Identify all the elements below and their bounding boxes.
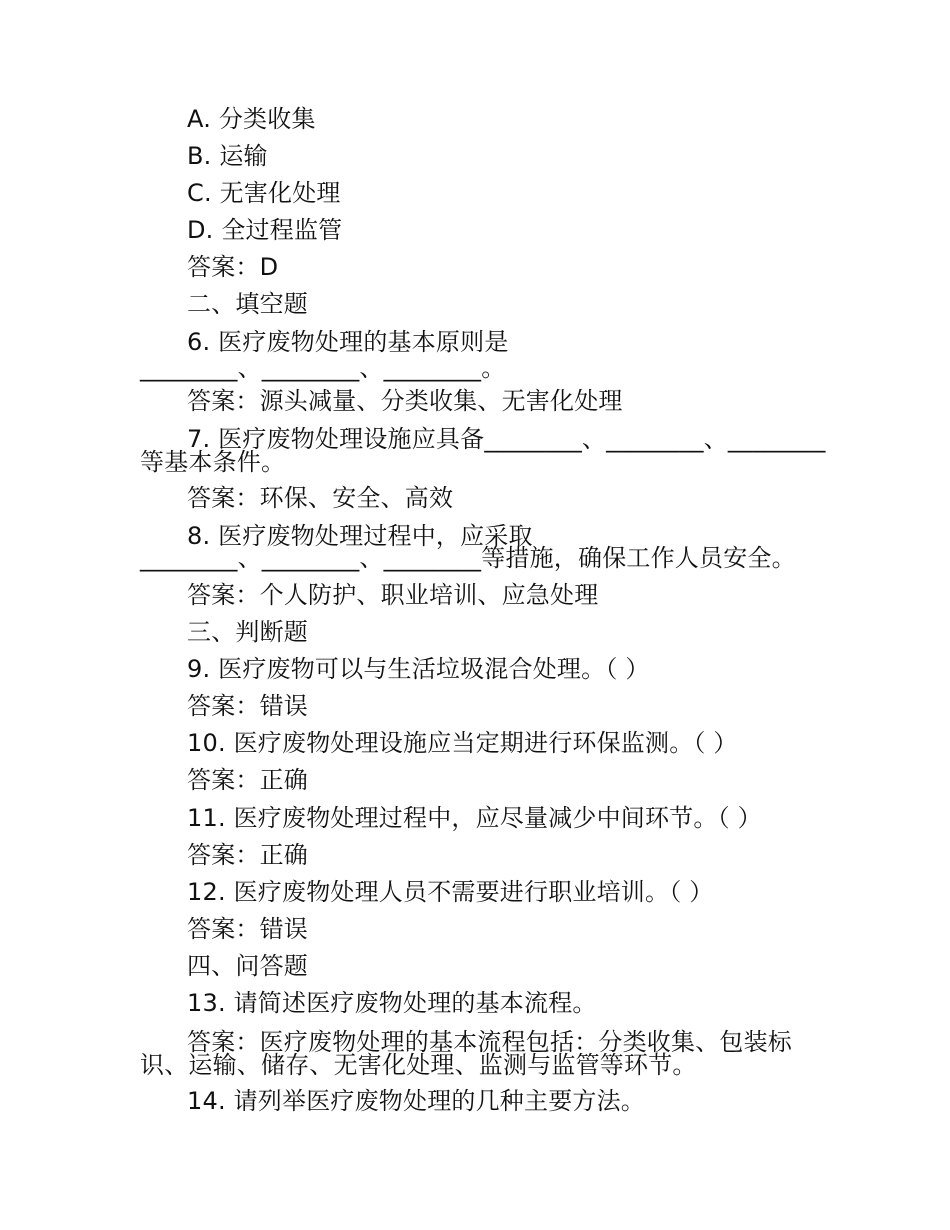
section-heading-true-false: 三、判断题 <box>187 618 308 646</box>
option-d: D. 全过程监管 <box>187 216 343 244</box>
answer-5: 答案：D <box>187 253 279 281</box>
answer-9: 答案：错误 <box>187 692 308 720</box>
answer-11: 答案：正确 <box>187 841 308 869</box>
question-6: 6. 医疗废物处理的基本原则是 <box>187 328 509 356</box>
option-a: A. 分类收集 <box>187 105 316 133</box>
option-b: B. 运输 <box>187 142 268 170</box>
answer-13-continuation: 识、运输、储存、无害化处理、监测与监管等环节。 <box>140 1051 697 1079</box>
answer-13: 答案：医疗废物处理的基本流程包括：分类收集、包装标 <box>187 1028 792 1056</box>
question-8-blanks: ________、________、________等措施，确保工作人员安全。 <box>140 544 796 572</box>
question-12: 12. 医疗废物处理人员不需要进行职业培训。（ ） <box>187 878 714 906</box>
question-10: 10. 医疗废物处理设施应当定期进行环保监测。（ ） <box>187 729 738 757</box>
answer-12: 答案：错误 <box>187 915 308 943</box>
question-7: 7. 医疗废物处理设施应具备________、________、________ <box>187 425 826 453</box>
question-7-continuation: 等基本条件。 <box>140 448 286 476</box>
question-14: 14. 请列举医疗废物处理的几种主要方法。 <box>187 1087 645 1115</box>
answer-6: 答案：源头减量、分类收集、无害化处理 <box>187 387 623 415</box>
question-9: 9. 医疗废物可以与生活垃圾混合处理。（ ） <box>187 655 650 683</box>
section-heading-fill-blank: 二、填空题 <box>187 290 308 318</box>
question-11: 11. 医疗废物处理过程中，应尽量减少中间环节。（ ） <box>187 804 762 832</box>
answer-7: 答案：环保、安全、高效 <box>187 484 454 512</box>
answer-8: 答案：个人防护、职业培训、应急处理 <box>187 581 599 609</box>
question-13: 13. 请简述医疗废物处理的基本流程。 <box>187 989 597 1017</box>
option-c: C. 无害化处理 <box>187 179 341 207</box>
section-heading-qa: 四、问答题 <box>187 952 308 980</box>
answer-10: 答案：正确 <box>187 766 308 794</box>
question-6-blanks: ________、________、________。 <box>140 354 506 382</box>
question-8: 8. 医疗废物处理过程中，应采取 <box>187 522 533 550</box>
